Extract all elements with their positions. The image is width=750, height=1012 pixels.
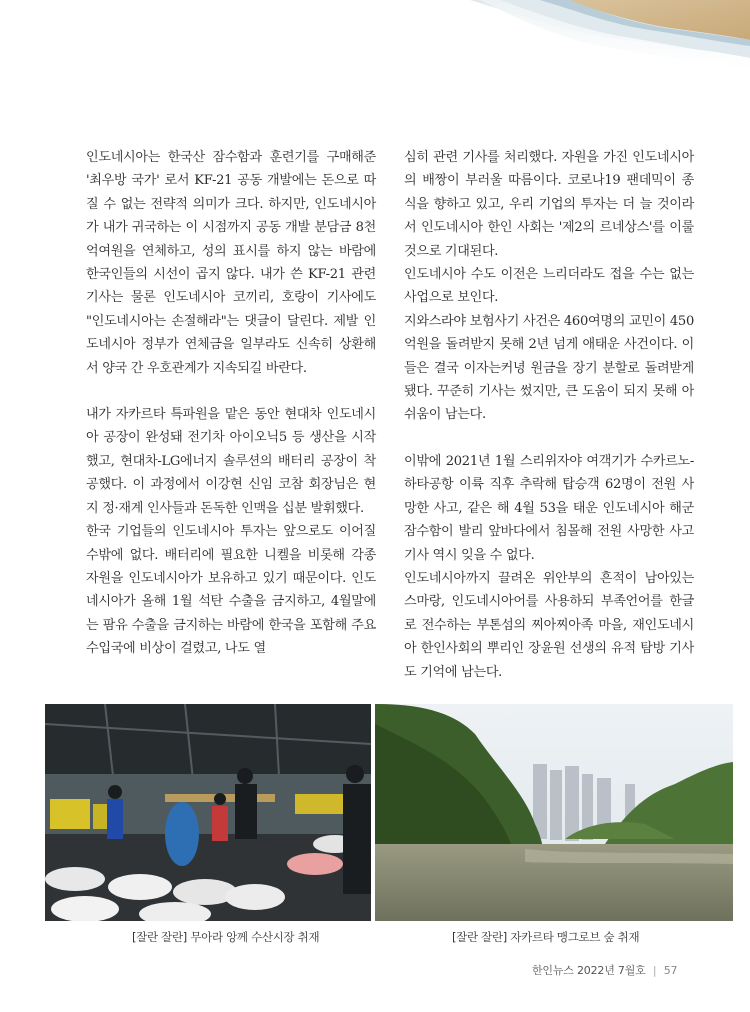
paragraph: 이밖에 2021년 1월 스리위자야 여객기가 수카르노-하타공항 이륙 직후 추락해 탑승객 62명이 전원 사망한 사고, 같은 해 4월 53을 태운 인도네시아 해군 잠수함이 발리 앞바다에서 침몰해 전원 사망한 사고 기사 역시 잊을 수 없다.	[404, 453, 694, 563]
photo-caption-right: [잘란 잘란] 자카르타 맹그로브 숲 취재	[452, 930, 640, 944]
paragraph: 한국 기업들의 인도네시아 투자는 앞으로도 이어질 수밖에 없다. 배터리에 필요한 니켈을 비롯해 각종 자원을 인도네시아가 보유하고 있기 때문이다. 인도네시아가 올해 1월 석탄 수출을 금지하고, 4월말에는 팜유 수출을 금지하는 바람에 한국을 포함해 주요 수입국에 비상이 걸렸고, 나도 열	[86, 524, 376, 657]
article-column-right	[404, 146, 694, 684]
paragraph: 인도네시아 수도 이전은 느리더라도 접을 수는 없는 사업으로 보인다.	[404, 267, 694, 306]
fish-market-photo	[45, 704, 371, 921]
footer-separator: |	[652, 964, 657, 977]
page-number: 57	[663, 964, 678, 977]
publication-name: 한인뉴스 2022년 7월호	[532, 964, 646, 977]
mangrove-photo	[375, 704, 733, 921]
paragraph: 심히 관련 기사를 처리했다. 자원을 가진 인도네시아의 배짱이 부러울 따름이다. 코로나19 팬데믹이 종식을 향하고 있고, 우리 기업의 투자는 더 늘 것이라서 인도네시아 한인 사회는 '제2의 르네상스'를 이룰 것으로 기대된다.	[404, 150, 694, 259]
paragraph: 인도네시아까지 끌려온 위안부의 흔적이 남아있는 스마랑, 인도네시아어를 사용하되 부족언어를 한글로 전수하는 부톤섬의 찌아찌아족 마을, 재인도네시아 한인사회의 뿌리인 장윤원 선생의 유적 탐방 기사도 기억에 남는다.	[404, 570, 694, 680]
photo-caption-left: [잘란 잘란] 무아라 앙께 수산시장 취재	[132, 930, 320, 944]
paragraph: 내가 자카르타 특파원을 맡은 동안 현대차 인도네시아 공장이 완성돼 전기차 아이오닉5 등 생산을 시작했고, 현대차-LG에너지 솔루션의 배터리 공장이 착공했다. 이 과정에서 이강현 신임 코참 회장님은 현지 정·재계 인사들과 돈독한 인맥을 십분 발휘했다.	[86, 407, 376, 516]
article-column-left	[86, 146, 376, 661]
paragraph: 지와스라야 보험사기 사건은 460여명의 교민이 450억원을 돌려받지 못해 2년 넘게 애태운 사건이다. 이들은 결국 이자는커녕 원금을 장기 분할로 돌려받게 됐다. 꾸준히 기사는 썼지만, 큰 도움이 되지 못해 아쉬움이 남는다.	[404, 313, 694, 423]
paragraph: 인도네시아는 한국산 잠수함과 훈련기를 구매해준 '최우방 국가' 로서 KF-21 공동 개발에는 돈으로 따질 수 없는 전략적 의미가 크다. 하지만, 인도네시아가 내가 귀국하는 이 시점까지 공동 개발 분담금 8천억여원을 연체하고, 성의 표시를 하지 않는 바람에 한국인들의 시선이 곱지 않다. 내가 쓴 KF-21 관련 기사는 물론 인도네시아 코끼리, 호랑이 기사에도 "인도네시아는 손절해라"는 댓글이 달린다. 제발 인도네시아 정부가 연체금을 일부라도 신속히 상환해서 양국 간 우호관계가 지속되길 바란다.	[86, 150, 376, 376]
page-footer	[532, 962, 677, 978]
beach-header-image	[0, 0, 750, 80]
